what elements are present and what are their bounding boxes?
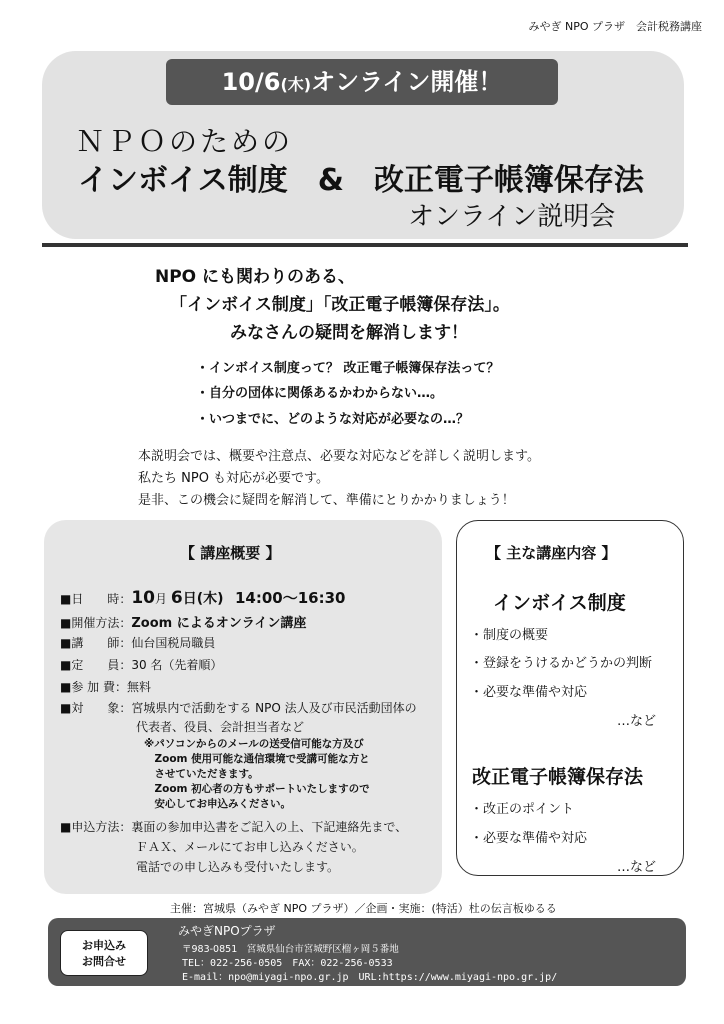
ebook-item-2: ・必要な準備や対応 xyxy=(470,831,588,846)
question-2: ・自分の団体に関係あるかわからない…。 xyxy=(196,386,444,401)
title-line1: ＮＰＯのための xyxy=(76,125,294,158)
invoice-etc: …など xyxy=(617,714,657,729)
date-month: 10 xyxy=(131,588,156,608)
fee-value: 無料 xyxy=(126,680,151,694)
invoice-item-1: ・制度の概要 xyxy=(470,628,549,643)
intro-line3: 是非、この機会に疑問を解消して、準備にとりかかりましょう！ xyxy=(138,493,515,508)
zoom-notes xyxy=(144,737,370,812)
target-value1: 宮城県内で活動をする NPO 法人及び市民活動団体の xyxy=(131,701,417,715)
topic-invoice: インボイス制度 xyxy=(493,592,626,614)
method-label: ■開催方法： xyxy=(60,616,132,630)
note-line: させていただきます。 xyxy=(144,768,259,780)
topic-ebook-law: 改正電子帳簿保存法 xyxy=(472,766,644,788)
footer-org: みやぎNPOプラザ xyxy=(178,924,276,938)
ebook-etc: …など xyxy=(617,860,657,875)
footer-email-url[interactable]: E-mail：npo@miyagi-npo.gr.jp URL:https://www.miyagi-npo.gr.jp/ xyxy=(182,972,558,983)
banner-weekday: (木) xyxy=(280,75,312,94)
date-day: 6 xyxy=(170,588,183,608)
method-row xyxy=(60,612,306,631)
target-row xyxy=(60,699,417,716)
apply-label: ■申込方法： xyxy=(60,820,132,834)
date-month-unit: 月 xyxy=(155,592,168,606)
footer-tel-fax: TEL：022-256-0505 FAX：022-256-0533 xyxy=(182,958,393,969)
capacity-row xyxy=(60,656,222,673)
invoice-item-3: ・必要な準備や対応 xyxy=(470,685,588,700)
method-value: Zoom によるオンライン講座 xyxy=(131,616,307,631)
banner-text: オンライン開催！ xyxy=(311,68,503,96)
lead-line2: 「インボイス制度」「改正電子帳簿保存法」。 xyxy=(170,295,510,315)
lead-line3: みなさんの疑問を解消します！ xyxy=(230,323,468,343)
badge-line2: お問合せ xyxy=(82,955,126,968)
question-1: ・インボイス制度って？ 改正電子帳簿保存法って？ xyxy=(196,361,500,376)
fee-label: ■参 加 費： xyxy=(60,680,127,694)
lecturer-row xyxy=(60,634,215,651)
date-banner xyxy=(166,59,558,105)
lead-line1: NPO にも関わりのある、 xyxy=(155,267,356,287)
lecturer-value: 仙台国税局職員 xyxy=(131,636,216,650)
contents-heading: 【 主な講座内容 】 xyxy=(486,544,617,562)
intro-line2: 私たち NPO も対応が必要です。 xyxy=(138,471,330,486)
footer-address: 〒983-0851 宮城県仙台市宮城野区榴ヶ岡５番地 xyxy=(182,944,399,955)
banner-date: 10/6 xyxy=(221,68,281,96)
target-label: ■対 象： xyxy=(60,701,132,715)
note-line: 安心してお申込みください。 xyxy=(144,798,291,810)
overview-heading: 【 講座概要 】 xyxy=(180,544,281,562)
sponsor-line: 主催：宮城県（みやぎ NPO プラザ）／企画・実施：(特活）杜の伝言板ゆるる xyxy=(170,902,557,915)
target-value2: 代表者、役員、会計担当者など xyxy=(136,720,305,734)
date-time: 14:00～16:30 xyxy=(234,589,346,607)
note-line: Zoom 使用可能な通信環境で受講可能な方と xyxy=(144,753,370,765)
apply-row xyxy=(60,818,407,835)
date-label: ■日 時： xyxy=(60,592,132,606)
contact-badge xyxy=(60,930,148,976)
ebook-item-1: ・改正のポイント xyxy=(470,802,575,817)
badge-line1: お申込み xyxy=(82,939,126,952)
lecturer-label: ■講 師： xyxy=(60,636,132,650)
capacity-value: 30 名（先着順） xyxy=(131,658,223,672)
invoice-item-2: ・登録をうけるかどうかの判断 xyxy=(470,656,653,671)
title-line2: インボイス制度 & 改正電子帳簿保存法 xyxy=(78,163,644,198)
note-line: Zoom 初心者の方もサポートいたしますので xyxy=(144,783,370,795)
note-line: ※パソコンからのメールの送受信可能な方及び xyxy=(144,738,364,750)
header-note: みやぎ NPO プラザ 会計税務講座 xyxy=(528,20,702,33)
date-day-unit: 日(木) xyxy=(182,591,224,607)
question-3: ・いつまでに、どのような対応が必要なの…？ xyxy=(196,412,470,427)
fee-row xyxy=(60,678,151,695)
apply-value2: ＦＡＸ、メールにてお申し込みください。 xyxy=(136,840,364,854)
capacity-label: ■定 員： xyxy=(60,658,132,672)
intro-line1: 本説明会では、概要や注意点、必要な対応などを詳しく説明します。 xyxy=(138,449,540,464)
title-divider xyxy=(42,243,688,247)
apply-value3: 電話での申し込みも受付いたします。 xyxy=(136,860,340,874)
title-line3: オンライン説明会 xyxy=(408,202,616,232)
apply-value1: 裏面の参加申込書をご記入の上、下記連絡先まで、 xyxy=(131,820,408,834)
date-row xyxy=(60,587,345,608)
